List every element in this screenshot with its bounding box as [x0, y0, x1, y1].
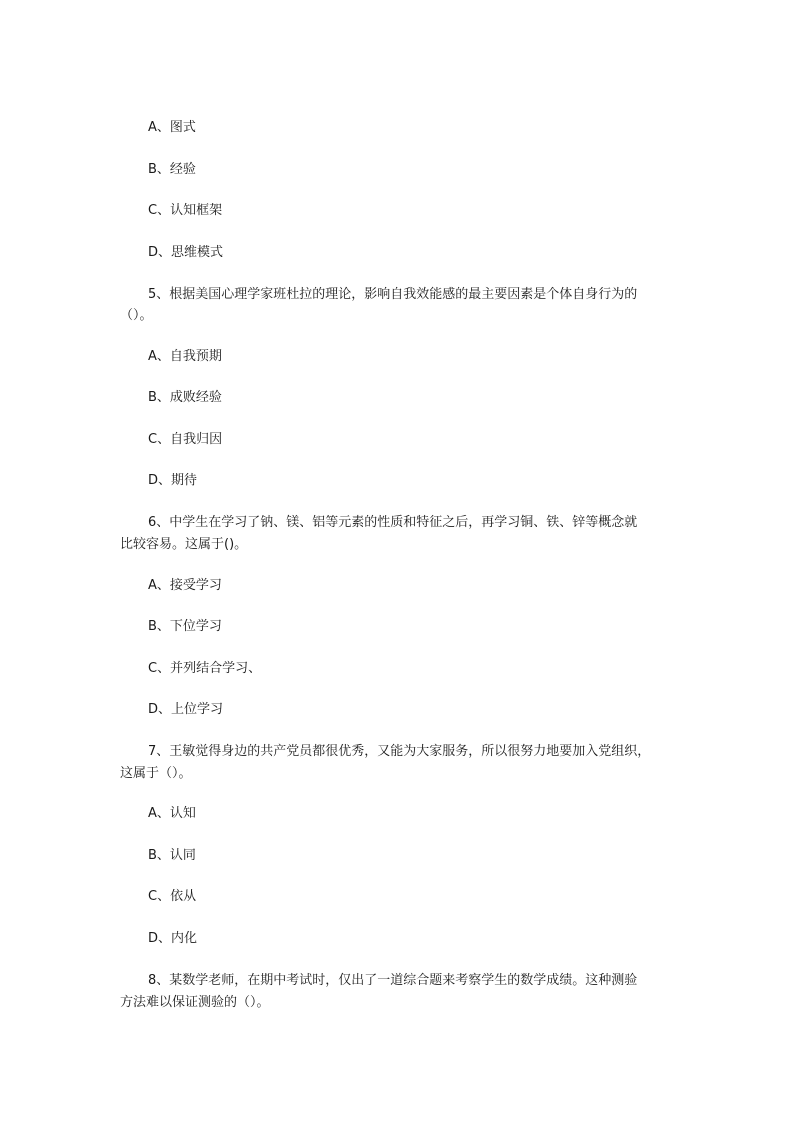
q5-option-d: D、期待: [148, 473, 198, 488]
q5-option-a: A、自我预期: [148, 349, 222, 364]
question-8-line-1: 8、某数学老师，在期中考试时，仅出了一道综合题来考察学生的数学成绩。这种测验: [148, 973, 638, 988]
q7-option-a: A、认知: [148, 806, 196, 821]
question-7-line-1: 7、王敏觉得身边的共产党员都很优秀，又能为大家服务，所以很努力地要加入党组织，: [148, 744, 651, 759]
option-a-schema: A、图式: [148, 120, 196, 135]
q5-option-c: C、自我归因: [148, 432, 223, 447]
option-c-cognitive-framework: C、认知框架: [148, 203, 223, 218]
question-8-line-2: 方法难以保证测验的（）。: [120, 995, 270, 1010]
question-7-line-2: 这属于（）。: [120, 766, 192, 781]
q6-option-c: C、并列结合学习、: [148, 661, 262, 676]
q6-option-d: D、上位学习: [148, 702, 224, 717]
q7-option-d: D、内化: [148, 931, 198, 946]
question-6-line-2: 比较容易。这属于()。: [120, 537, 248, 552]
q7-option-b: B、认同: [148, 848, 196, 863]
option-d-thinking-pattern: D、思维模式: [148, 245, 224, 260]
option-b-experience: B、经验: [148, 162, 196, 177]
q5-option-b: B、成败经验: [148, 390, 222, 405]
q7-option-c: C、依从: [148, 889, 197, 904]
question-5-line-1: 5、根据美国心理学家班杜拉的理论，影响自我效能感的最主要因素是个体自身行为的: [148, 287, 638, 302]
question-5-line-2: （）。: [120, 308, 153, 323]
question-6-line-1: 6、中学生在学习了钠、镁、铝等元素的性质和特征之后，再学习铜、铁、锌等概念就: [148, 515, 638, 530]
q6-option-a: A、接受学习: [148, 578, 222, 593]
q6-option-b: B、下位学习: [148, 619, 222, 634]
